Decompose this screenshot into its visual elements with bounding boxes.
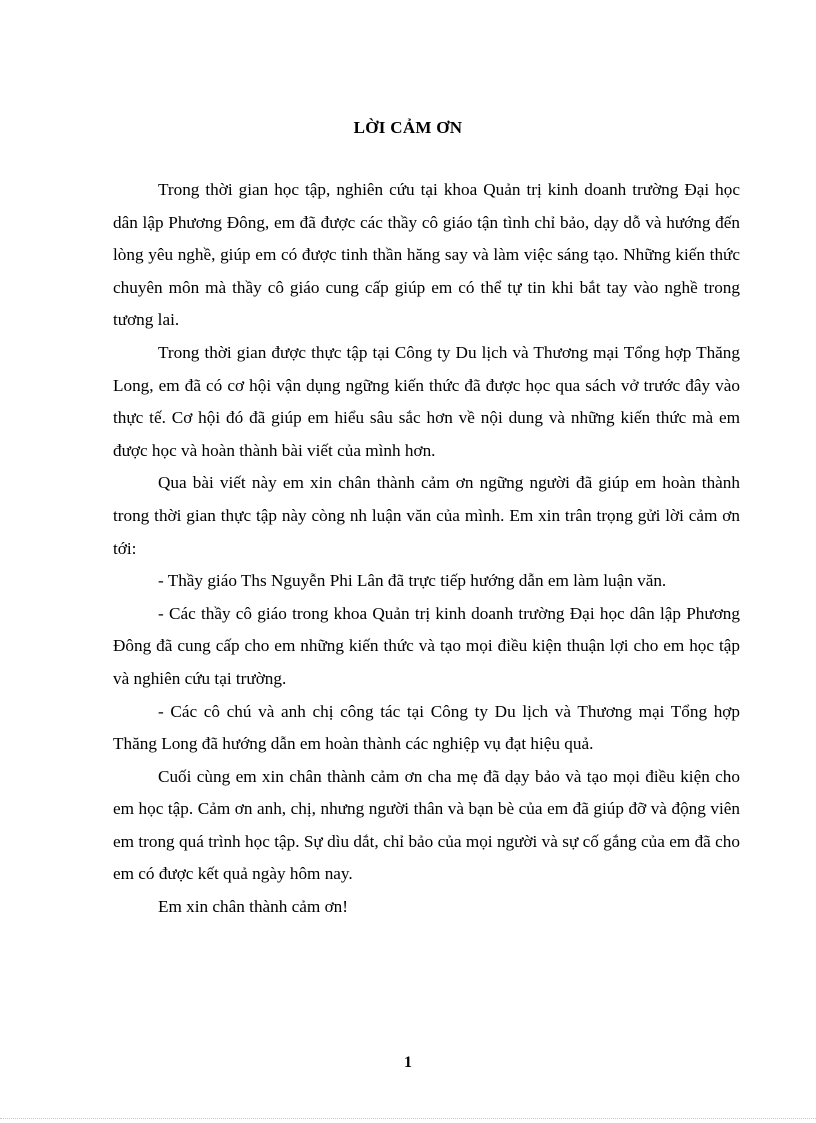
paragraph-8: Em xin chân thành cảm ơn! — [158, 897, 348, 917]
paragraph-5: - Các thầy cô giáo trong khoa Quản trị kinh doanh trường Đại học dân lập Phương Đông đã cung cấp cho em những kiến thức và tạo mọi điều kiện thuận lợi cho em học tập và nghiên cứu tại trường. — [113, 603, 740, 688]
document-body — [113, 174, 740, 924]
page-title: LỜI CẢM ƠN — [353, 118, 463, 137]
paragraph-3: Qua bài viết này em xin chân thành cảm ơn ngững người đã giúp em hoàn thành trong thời gian thực tập này còng nh luận văn của mình. Em xin trân trọng gửi lời cảm ơn tới: — [113, 473, 740, 558]
paragraph-6: - Các cô chú và anh chị công tác tại Công ty Du lịch và Thương mại Tổng hợp Thăng Long đã hướng dẫn em hoàn thành các nghiệp vụ đạt hiệu quả. — [113, 701, 740, 754]
paragraph-1: Trong thời gian học tập, nghiên cứu tại khoa Quản trị kinh doanh trường Đại học dân lập Phương Đông, em đã được các thầy cô giáo tận tình chỉ bảo, dạy dỗ và hướng đến lòng yêu nghề, giúp em có được tinh thần hăng say và làm việc sáng tạo. Những kiến thức chuyên môn mà thầy cô giáo cung cấp giúp em có thể tự tin khi bắt tay vào nghề trong tương lai. — [113, 180, 740, 330]
paragraph-7: Cuối cùng em xin chân thành cảm ơn cha mẹ đã dạy bảo và tạo mọi điều kiện cho em học tập. Cảm ơn anh, chị, nhưng người thân và bạn bè của em đã giúp đỡ và động viên em trong quá trình học tập. Sự dìu dắt, chỉ bảo của mọi người và sự cố gắng của em đã cho em có được kết quả ngày hôm nay. — [113, 766, 740, 884]
paragraph-4: - Thầy giáo Ths Nguyễn Phi Lân đã trực tiếp hướng dẫn em làm luận văn. — [158, 571, 667, 591]
page-number: 1 — [404, 1054, 412, 1071]
paragraph-2: Trong thời gian được thực tập tại Công ty Du lịch và Thương mại Tổng hợp Thăng Long, em đã có cơ hội vận dụng ngững kiến thức đã được học qua sách vở trước đây vào thực tế. Cơ hội đó đã giúp em hiểu sâu sắc hơn về nội dung và những kiến thức mà em được học và hoàn thành bài viết của mình hơn. — [113, 342, 740, 460]
page-bottom-divider — [0, 1118, 816, 1120]
